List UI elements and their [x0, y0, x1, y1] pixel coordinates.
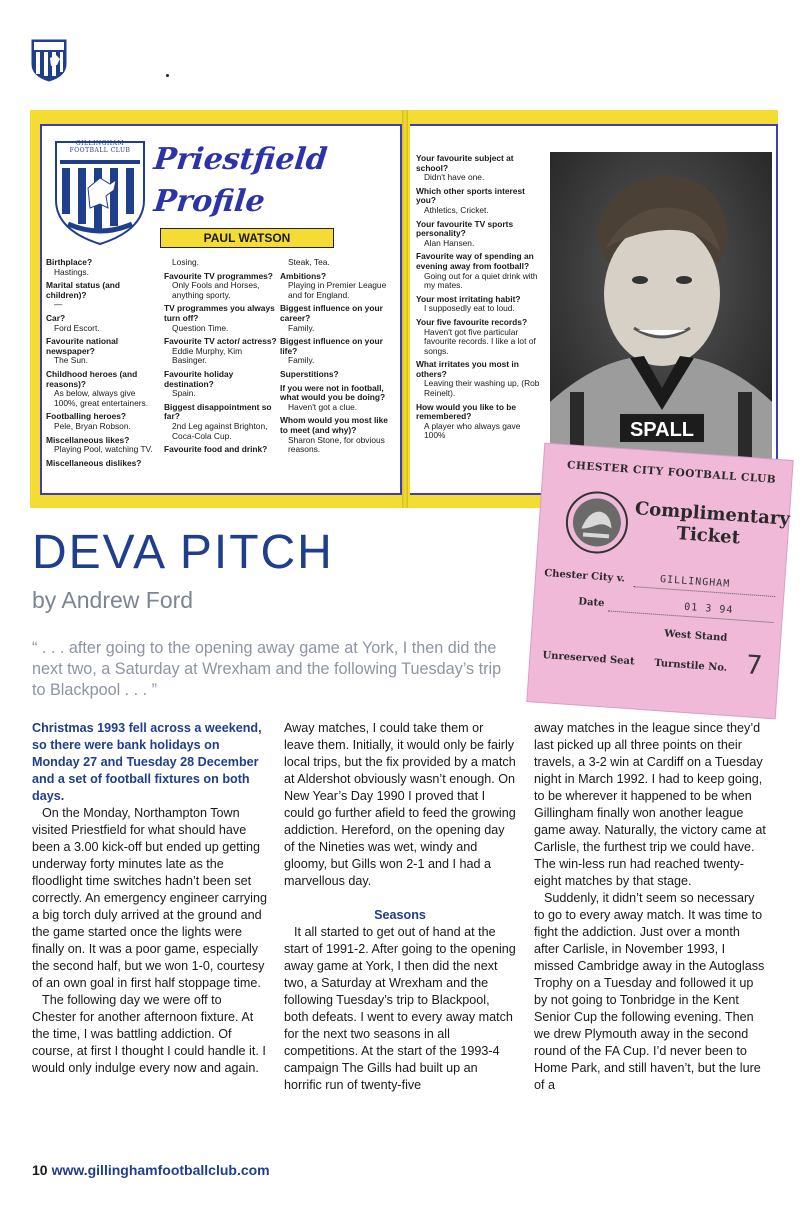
club-crest-icon: [30, 38, 68, 82]
qa-answer: Alan Hansen.: [424, 237, 475, 248]
qa-item: [164, 337, 278, 366]
article-paragraph: On the Monday, Northampton Town visited Priestfield for what should have been a 3.00 kick-off but ended up getting underway forty minutes late as the floodlight time switches hadn’t been set correctly. An emergency engineer carrying a big torch duly arrived at the ground and the game started once the lights were finally on. It was a poor game, especially the second half, but we won 1-0, courtesy of an own goal in first half stoppage time.: [32, 806, 267, 990]
ticket-date-value: 01 3 94: [683, 601, 734, 617]
qa-answer: As below, always give 100%, great entertainers.: [54, 388, 149, 408]
qa-answer: Playing Pool, watching TV.: [54, 444, 153, 455]
qa-question: If you were not in football, what would you be doing?: [280, 382, 386, 403]
qa-column-2: [164, 258, 278, 459]
qa-question: Childhood heroes (and reasons)?: [46, 368, 138, 389]
ticket-date-label: Date: [577, 596, 605, 610]
profile-panel-right: [410, 124, 778, 495]
qa-item: [46, 412, 160, 431]
qa-item: [416, 252, 542, 290]
qa-question: Ambitions?: [280, 270, 327, 281]
article-paragraph: away matches in the league since they’d last picked up all three points on their travels, a 3-2 win at Cardiff on a Tuesday night in March 1992. I had to keep going, to be wherever it happened to be when Gillingham finally won another league game away. Naturally, the victory came at Carlisle, the furthest trip we could have. The win-less run had reached twenty-eight matches by that stage.: [534, 721, 766, 888]
qa-item: [416, 403, 542, 441]
article-paragraph: Away matches, I could take them or leave them. Initially, it would only be fairly local trips, but the fix provided by a match at Aldershot obviously wasn’t enough. On New Year’s Day 1990 I proved that I could go further afield to feed the growing addiction. Hereford, on the opening day of the Nineties was wet, windy and gloomy, but Gills won 2-1 and I had a marvellous day.: [284, 721, 516, 888]
qa-answer: Spain.: [172, 388, 196, 399]
qa-question: Which other sports interest you?: [416, 185, 525, 206]
qa-question: Biggest disappointment so far?: [164, 401, 272, 422]
gillingham-crest-icon: [52, 138, 148, 248]
qa-answer: Question Time.: [172, 322, 229, 333]
article-column-2: [284, 720, 516, 1094]
qa-question: Car?: [46, 312, 66, 323]
qa-question: What irritates you most in others?: [416, 359, 519, 379]
qa-answer: A player who always gave 100%: [424, 420, 521, 441]
qa-answer: Haven't got a clue.: [288, 401, 358, 412]
qa-answer: Hastings.: [54, 266, 89, 277]
qa-item: [46, 370, 160, 408]
qa-item: [416, 220, 542, 249]
qa-item: [46, 281, 160, 310]
page-footer: [32, 1162, 270, 1178]
qa-question: Biggest influence on your career?: [280, 303, 383, 323]
qa-question: Your most irritating habit?: [416, 293, 521, 304]
qa-item: [280, 416, 392, 454]
crest-text-bottom: FOOTBALL CLUB: [69, 147, 131, 154]
qa-question: Miscellaneous likes?: [46, 434, 130, 445]
ticket-match-label: Chester City v.: [543, 567, 626, 585]
qa-answer: Family.: [288, 355, 315, 366]
article-byline: by Andrew Ford: [32, 587, 194, 613]
qa-question: Favourite holiday destination?: [164, 368, 234, 389]
shirt-sponsor: SPALL: [629, 419, 695, 441]
qa-question: TV programmes you always turn off?: [164, 303, 275, 323]
qa-item: [416, 360, 542, 398]
qa-item: [416, 154, 542, 183]
qa-item: [46, 258, 160, 277]
article-headline: DEVA PITCH: [32, 526, 334, 579]
qa-answer: Athletics, Cricket.: [424, 204, 489, 215]
article-lead: Christmas 1993 fell across a weekend, so there were bank holidays on Monday 27 and Tuesday 28 December and a set of football fixtures on both days.: [32, 721, 262, 803]
qa-question: Birthplace?: [46, 257, 93, 267]
qa-item: [416, 187, 542, 216]
qa-answer: Ford Escort.: [54, 322, 100, 333]
qa-answer: Steak, Tea.: [288, 257, 330, 267]
qa-answer: Only Fools and Horses, anything sporty.: [172, 280, 260, 300]
article-paragraph: It all started to get out of hand at the start of 1991-2. After going to the opening away game at York, I then did the next two, a Saturday at Wrexham and the following Tuesday’s trip to Blackpool, both defeats. I went to every away match for the next two seasons in all competitions. At the start of the 1993-4 campaign The Gills had built up an horrific run of twenty-five: [284, 925, 516, 1092]
qa-item: [416, 318, 542, 356]
qa-answer: 2nd Leg against Brighton, Coca-Cola Cup.: [172, 420, 268, 441]
qa-item: [280, 258, 392, 268]
qa-question: Your five favourite records?: [416, 316, 528, 327]
qa-item: [164, 403, 278, 441]
qa-item: [280, 304, 392, 333]
qa-question: How would you like to be remembered?: [416, 401, 517, 422]
qa-item: [164, 445, 278, 455]
qa-question: Miscellaneous dislikes?: [46, 457, 142, 468]
qa-question: Marital status (and children)?: [46, 280, 120, 300]
qa-question: Favourite TV programmes?: [164, 270, 273, 281]
qa-answer: —: [54, 299, 63, 310]
qa-item: [280, 272, 392, 301]
spread-gutter: [402, 110, 408, 508]
article-column-1: [32, 720, 268, 1077]
qa-column-1: [46, 258, 160, 472]
ticket-title: [633, 498, 791, 552]
qa-answer: Sharon Stone, for obvious reasons.: [288, 434, 385, 455]
player-name: PAUL WATSON: [160, 228, 334, 248]
footer-url[interactable]: www.gillinghamfootballclub.com: [51, 1162, 270, 1178]
qa-question: Your favourite TV sports personality?: [416, 218, 514, 239]
profile-title-line1: Priestfield: [152, 142, 329, 177]
qa-item: [280, 370, 392, 380]
qa-item: [46, 436, 160, 455]
qa-question: Favourite national newspaper?: [46, 336, 119, 356]
qa-question: Superstitions?: [280, 368, 339, 379]
qa-question: Favourite food and drink?: [164, 444, 268, 455]
ticket-turnstile-value: 7: [745, 650, 764, 682]
qa-question: Favourite way of spending an evening away from football?: [416, 251, 534, 271]
ticket-turnstile-label: Turnstile No.: [653, 657, 728, 674]
qa-answer: Playing in Premier League and for England.: [288, 280, 387, 300]
page-number: 10: [32, 1162, 48, 1178]
qa-item: [164, 370, 278, 399]
pull-quote: “ . . . after going to the opening away game at York, I then did the next two, a Saturday at Wrexham and the following Tuesday’s trip to Blackpool . . . ”: [32, 639, 502, 699]
qa-column-4: [416, 154, 542, 445]
player-photo: [550, 152, 772, 464]
qa-item: [164, 272, 278, 301]
profile-title-line2: Profile: [152, 184, 267, 219]
qa-item: [46, 314, 160, 333]
crest-text: [56, 140, 144, 154]
qa-answer: Pele, Bryan Robson.: [54, 420, 131, 431]
article-subhead: Seasons: [374, 908, 426, 922]
crest-text-top: GILLINGHAM: [75, 140, 125, 147]
ticket-stand: West Stand: [663, 628, 728, 644]
complimentary-ticket: [527, 444, 792, 719]
qa-answer: The Sun.: [54, 355, 88, 366]
qa-item: [164, 258, 278, 268]
club-seal-icon: [560, 485, 635, 560]
qa-item: [46, 337, 160, 366]
article-paragraph: Suddenly, it didn’t seem so necessary to go to every away match. It was time to fight the addiction. Just over a month after Carlisle, in November 1993, I missed Cambridge away in the Autoglass Trophy on a Tuesday and followed it up by not going to Tonbridge in the Kent Senior Cup the following evening. Then we drew Plymouth away in the second round of the FA Cup. I’d never been to Home Park, and still haven’t, but the lure of a: [534, 891, 765, 1092]
qa-item: [280, 384, 392, 413]
qa-question: Footballing heroes?: [46, 411, 127, 422]
qa-answer: Didn't have one.: [424, 172, 485, 183]
qa-answer: Family.: [288, 322, 315, 333]
qa-question: Your favourite subject at school?: [416, 153, 514, 173]
qa-answer: Leaving their washing up, (Rob Reinelt).: [424, 378, 540, 399]
ticket-opponent: GILLINGHAM: [659, 574, 731, 590]
qa-item: [164, 304, 278, 333]
ticket-seat: Unreserved Seat: [542, 649, 635, 668]
qa-question: Favourite TV actor/ actress?: [164, 336, 277, 347]
qa-answer: I supposedly eat to loud.: [424, 303, 515, 314]
qa-answer: Losing.: [172, 257, 200, 267]
ticket-title-line2: Ticket: [675, 523, 741, 549]
qa-item: [280, 337, 392, 366]
qa-question: Whom would you most like to meet (and why)?: [280, 415, 388, 435]
qa-answer: Haven't got five particular favourite records. I like a lot of songs.: [424, 326, 536, 356]
article-paragraph: The following day we were off to Chester for another afternoon fixture. At the time, I was battling addiction. Of course, at first I thought I could handle it. I would only indulge every now and again.: [32, 993, 266, 1075]
qa-answer: Going out for a quiet drink with my mates.: [424, 270, 538, 291]
ticket-club: CHESTER CITY FOOTBALL CLUB: [566, 459, 777, 486]
ticket-title-line1: Complimentary: [634, 498, 791, 530]
qa-answer: Eddie Murphy, Kim Basinger.: [172, 345, 243, 366]
qa-item: [46, 459, 160, 469]
ink-dot: [166, 74, 169, 77]
qa-column-3: [280, 258, 392, 459]
qa-item: [416, 295, 542, 314]
article-column-3: [534, 720, 768, 1094]
qa-question: Biggest influence on your life?: [280, 336, 383, 356]
profile-panel-left: [40, 124, 402, 495]
